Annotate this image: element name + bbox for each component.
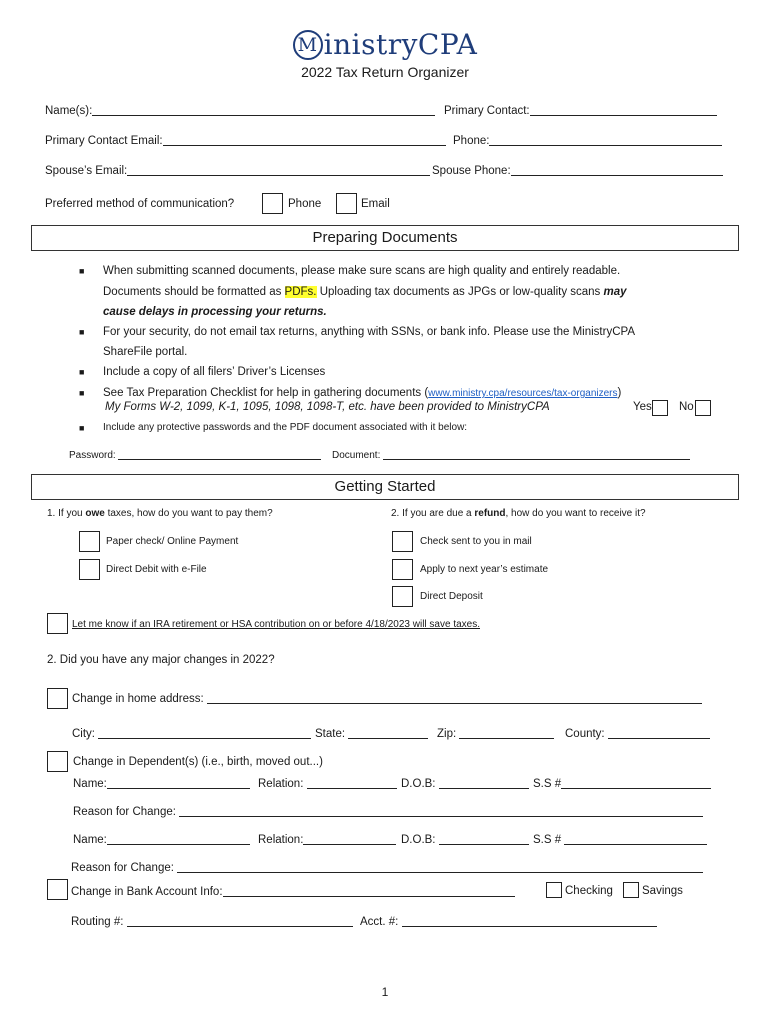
page-number: 1 xyxy=(381,985,389,999)
document-field[interactable] xyxy=(383,448,690,460)
names-row xyxy=(45,104,435,117)
home-address-checkbox[interactable] xyxy=(47,688,68,709)
ira-hsa-note: Let me know if an IRA retirement or HSA contribution on or before 4/18/2023 will save taxes. xyxy=(72,619,480,630)
dep1-ss-field[interactable] xyxy=(561,777,711,789)
forms-no-label: No xyxy=(679,401,694,413)
password-label: Password: xyxy=(69,450,116,461)
zip-field[interactable] xyxy=(459,727,554,739)
comm-email-checkbox[interactable] xyxy=(336,193,357,214)
dep1-reason-row xyxy=(73,805,703,818)
q1-pre: 1. If you xyxy=(47,508,86,519)
names-field[interactable] xyxy=(92,104,435,116)
checklist-pre-text: See Tax Preparation Checklist for help in gathering documents ( xyxy=(103,387,429,399)
q1-post: taxes, how do you want to pay them? xyxy=(104,508,273,519)
refund-direct-deposit-checkbox[interactable] xyxy=(392,586,413,607)
acct-row xyxy=(360,915,657,928)
comm-phone-checkbox[interactable] xyxy=(262,193,283,214)
checking-checkbox[interactable] xyxy=(546,882,562,898)
spouse-phone-field[interactable] xyxy=(511,164,723,176)
refund-check-mail-label: Check sent to you in mail xyxy=(420,536,532,547)
q2-pre: 2. If you are due a xyxy=(391,508,475,519)
primary-email-field[interactable] xyxy=(163,134,446,146)
may-bold: may xyxy=(603,286,627,298)
primary-contact-label: Primary Contact: xyxy=(444,105,530,117)
dep2-ss-field[interactable] xyxy=(564,833,707,845)
forms-yes-label: Yes xyxy=(633,401,652,413)
city-field[interactable] xyxy=(98,727,311,739)
dep1-name-label: Name: xyxy=(73,778,107,790)
dep2-ss-row xyxy=(533,833,707,846)
primary-contact-field[interactable] xyxy=(530,104,717,116)
dependents-checkbox[interactable] xyxy=(47,751,68,772)
bullet-marker: ■ xyxy=(79,327,85,337)
dep2-name-label: Name: xyxy=(73,834,107,846)
bank-account-checkbox[interactable] xyxy=(47,879,68,900)
dep1-name-row xyxy=(73,777,250,790)
dep2-relation-label: Relation: xyxy=(258,834,304,846)
phone-row xyxy=(453,134,722,147)
dependents-label: Change in Dependent(s) (i.e., birth, moved out...) xyxy=(73,756,323,768)
pdfs-highlight: PDFs. xyxy=(284,286,317,298)
dep1-relation-row xyxy=(258,777,397,790)
savings-label: Savings xyxy=(642,885,683,897)
comm-email-label: Email xyxy=(361,198,390,210)
routing-row xyxy=(71,915,353,928)
primary-email-label: Primary Contact Email: xyxy=(45,135,163,147)
dep1-reason-label: Reason for Change: xyxy=(73,806,176,818)
bullet-scan-quality-line3: cause delays in processing your returns. xyxy=(103,306,327,318)
spouse-email-row xyxy=(45,164,430,177)
home-address-label: Change in home address: xyxy=(72,693,204,705)
bank-account-label: Change in Bank Account Info: xyxy=(71,886,223,898)
pdf-pre-text: Documents should be formatted as xyxy=(103,286,285,298)
refund-direct-deposit-label: Direct Deposit xyxy=(420,591,483,602)
county-field[interactable] xyxy=(608,727,710,739)
dep2-dob-row xyxy=(401,833,529,846)
phone-field[interactable] xyxy=(489,134,722,146)
ira-hsa-checkbox[interactable] xyxy=(47,613,68,634)
bullet-marker: ■ xyxy=(79,367,85,377)
city-label: City: xyxy=(72,728,95,740)
document-row xyxy=(332,448,690,461)
q1-owe-bold: owe xyxy=(85,508,105,519)
comm-phone-label: Phone xyxy=(288,198,322,210)
dep2-ss-label: S.S # xyxy=(533,834,562,846)
dep2-dob-label: D.O.B: xyxy=(401,834,436,846)
bullet-drivers-license: Include a copy of all filers’ Driver’s Licenses xyxy=(103,366,326,378)
dep1-dob-field[interactable] xyxy=(439,777,529,789)
state-row xyxy=(315,727,428,740)
bank-account-field[interactable] xyxy=(223,885,515,897)
checking-label: Checking xyxy=(565,885,613,897)
logo-m-circle: M xyxy=(293,30,323,60)
page-title: 2022 Tax Return Organizer xyxy=(301,64,469,80)
pdf-post-text: Uploading tax documents as JPGs or low-quality scans xyxy=(316,286,604,298)
dep2-reason-field[interactable] xyxy=(177,861,703,873)
zip-row xyxy=(437,727,554,740)
dep2-relation-row xyxy=(258,833,396,846)
routing-field[interactable] xyxy=(127,915,353,927)
checklist-link[interactable]: www.ministry.cpa/resources/tax-organizers xyxy=(428,388,618,399)
dep1-dob-row xyxy=(401,777,529,790)
home-address-row xyxy=(72,692,702,705)
q1-owe xyxy=(47,508,273,519)
bullet-marker: ■ xyxy=(79,423,85,433)
password-field[interactable] xyxy=(118,448,321,460)
spouse-phone-row xyxy=(432,164,723,177)
names-label: Name(s): xyxy=(45,105,93,117)
pay-direct-debit-checkbox[interactable] xyxy=(79,559,100,580)
routing-label: Routing #: xyxy=(71,916,124,928)
forms-provided-text: My Forms W-2, 1099, K-1, 1095, 1098, 1098-T, etc. have been provided to MinistryCPA xyxy=(105,401,550,413)
primary-contact-row xyxy=(444,104,717,117)
password-row xyxy=(69,448,321,461)
savings-checkbox[interactable] xyxy=(623,882,639,898)
home-address-field[interactable] xyxy=(207,692,702,704)
bank-account-row xyxy=(71,885,515,898)
dep1-ss-label: S.S # xyxy=(533,778,562,790)
state-label: State: xyxy=(315,728,346,740)
acct-field[interactable] xyxy=(402,915,657,927)
getting-started-header: Getting Started xyxy=(31,474,739,500)
dep1-relation-label: Relation: xyxy=(258,778,304,790)
dep1-dob-label: D.O.B: xyxy=(401,778,436,790)
refund-apply-estimate-checkbox[interactable] xyxy=(392,559,413,580)
dep2-reason-label: Reason for Change: xyxy=(71,862,174,874)
q2-post: , how do you want to receive it? xyxy=(505,508,646,519)
q2-refund xyxy=(391,508,646,519)
state-field[interactable] xyxy=(348,727,428,739)
preparing-documents-header: Preparing Documents xyxy=(31,225,739,251)
spouse-email-field[interactable] xyxy=(127,164,430,176)
zip-label: Zip: xyxy=(437,728,457,740)
bullet-security-line2: ShareFile portal. xyxy=(103,346,188,358)
county-row xyxy=(565,727,710,740)
dep2-name-field[interactable] xyxy=(107,833,250,845)
dep2-reason-row xyxy=(71,861,703,874)
logo-text: inistryCPA xyxy=(323,28,478,61)
refund-apply-estimate-label: Apply to next year’s estimate xyxy=(420,564,549,575)
bullet-passwords: Include any protective passwords and the PDF document associated with it below: xyxy=(103,422,468,433)
dep1-ss-row xyxy=(533,777,711,790)
dep1-relation-field[interactable] xyxy=(307,777,397,789)
ministrycpa-logo xyxy=(0,28,770,61)
primary-email-row xyxy=(45,134,446,147)
spouse-phone-label: Spouse Phone: xyxy=(432,165,511,177)
pay-direct-debit-label: Direct Debit with e-File xyxy=(106,564,207,575)
dep2-name-row xyxy=(73,833,250,846)
major-changes-question: 2. Did you have any major changes in 2022? xyxy=(47,654,275,666)
pay-paper-check-label: Paper check/ Online Payment xyxy=(106,536,239,547)
dep1-name-field[interactable] xyxy=(107,777,250,789)
dep2-dob-field[interactable] xyxy=(439,833,529,845)
document-label: Document: xyxy=(332,450,381,461)
forms-no-checkbox[interactable] xyxy=(695,400,711,416)
dep1-reason-field[interactable] xyxy=(179,805,703,817)
refund-check-mail-checkbox[interactable] xyxy=(392,531,413,552)
pay-paper-check-checkbox[interactable] xyxy=(79,531,100,552)
q2-refund-bold: refund xyxy=(474,508,506,519)
dep2-relation-field[interactable] xyxy=(303,833,396,845)
comm-label: Preferred method of communication? xyxy=(45,198,235,210)
checklist-post-text: ) xyxy=(617,387,622,399)
county-label: County: xyxy=(565,728,605,740)
bullet-security-line1: For your security, do not email tax returns, anything with SSNs, or bank info. Please use the MinistryCPA xyxy=(103,326,635,338)
bullet-scan-quality-line1: When submitting scanned documents, please make sure scans are high quality and entirely readable. xyxy=(103,265,621,277)
bullet-scan-quality-line2 xyxy=(103,282,627,302)
phone-label: Phone: xyxy=(453,135,490,147)
bullet-marker: ■ xyxy=(79,388,85,398)
city-row xyxy=(72,727,311,740)
spouse-email-label: Spouse’s Email: xyxy=(45,165,128,177)
bullet-marker: ■ xyxy=(79,266,85,276)
forms-yes-checkbox[interactable] xyxy=(652,400,668,416)
acct-label: Acct. #: xyxy=(360,916,399,928)
